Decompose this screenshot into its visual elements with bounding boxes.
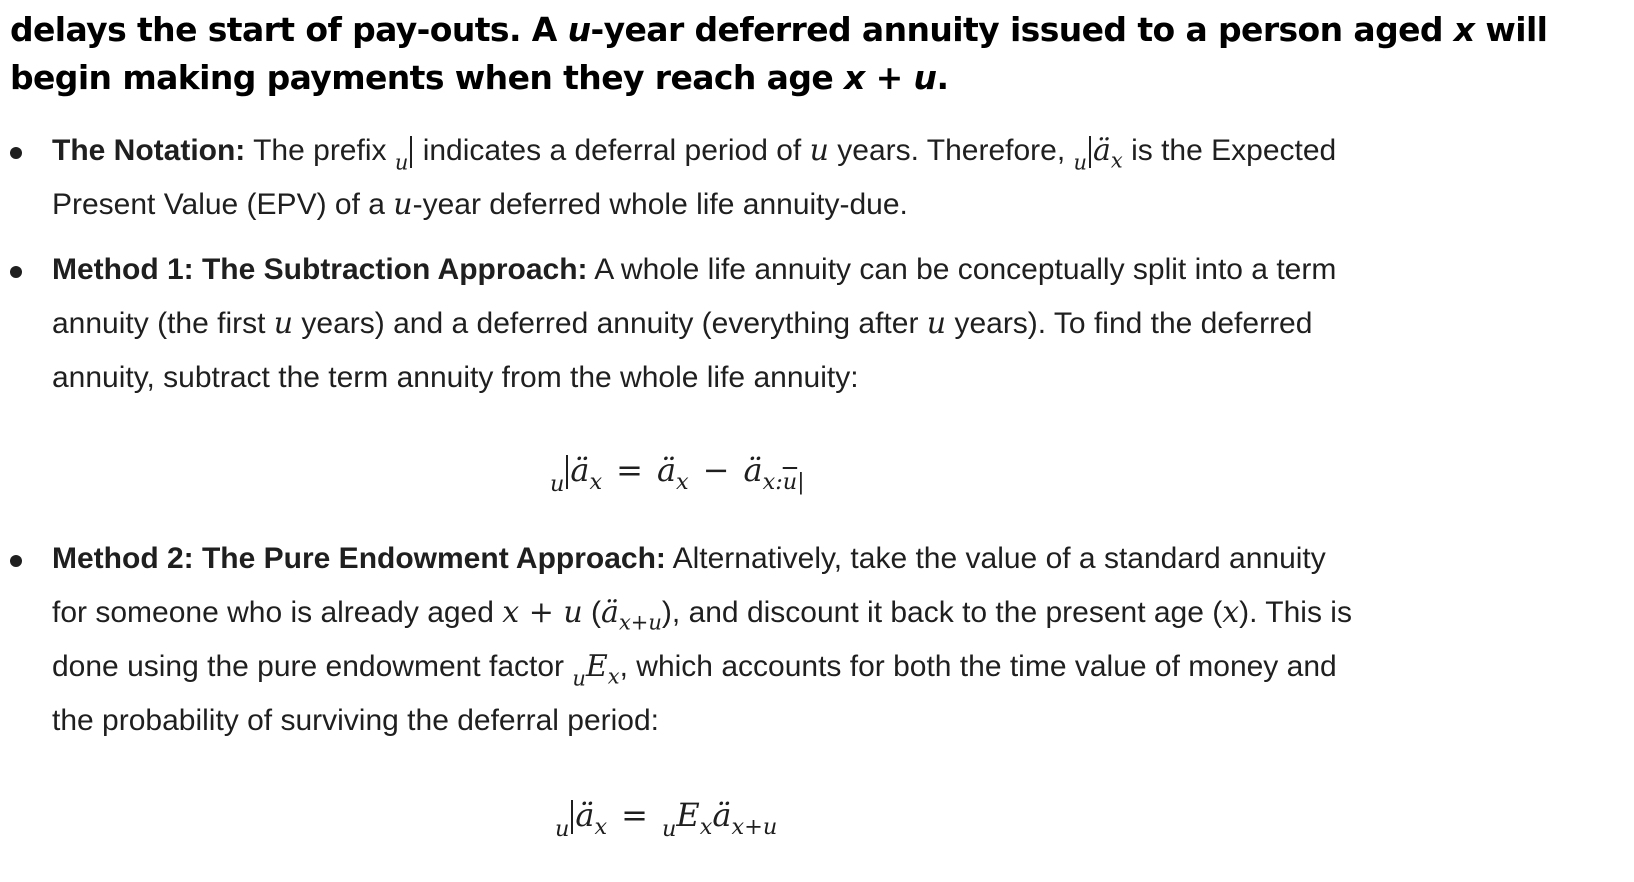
notation-heading: The Notation: <box>52 134 246 167</box>
formula-subtraction: $_u$ $ä_x$ = $ä_x$ − $ä_{x:\overline{u}|}$ <box>550 451 805 498</box>
method1-heading: Method 1: The Subtraction Approach: <box>52 253 588 286</box>
intro-paragraph: delays the start of pay-outs. A u-year deferred annuity issued to a person aged x will begin making payments when they reach age x + u. <box>10 10 1548 97</box>
method2-heading: Method 2: The Pure Endowment Approach: <box>52 542 666 575</box>
method2-bullet: Method 2: The Pure Endowment Approach: Alternatively, take the value of a standard annuity for someone who is already aged x + u $(ä_{x+u})$, and discount it back to the present age (x). This is done using the pure endowment factor $_uE_x$, which accounts for both the time value of money and the probability of surviving the deferral period: <box>52 542 1352 737</box>
method1-bullet: Method 1: The Subtraction Approach: A whole life annuity can be conceptually split into a term annuity (the first u years) and a deferred annuity (everything after u years). To find the deferred annuity, subtract the term annuity from the whole life annuity: <box>52 253 1337 394</box>
bullet-dot <box>10 266 22 278</box>
bullet-dot <box>10 147 22 159</box>
bullet-dot <box>10 555 22 567</box>
notation-bullet: The Notation: The prefix $_u$ indicates a deferral period of u years. Therefore, $_u$ $ä_x$ is the Expected Present Value (EPV) of a u-year deferred whole life annuity-due. <box>52 133 1337 222</box>
formula-pure-endowment: $_u$ $ä_x$ = $_uE_xä_{x+u}$ <box>555 796 778 843</box>
